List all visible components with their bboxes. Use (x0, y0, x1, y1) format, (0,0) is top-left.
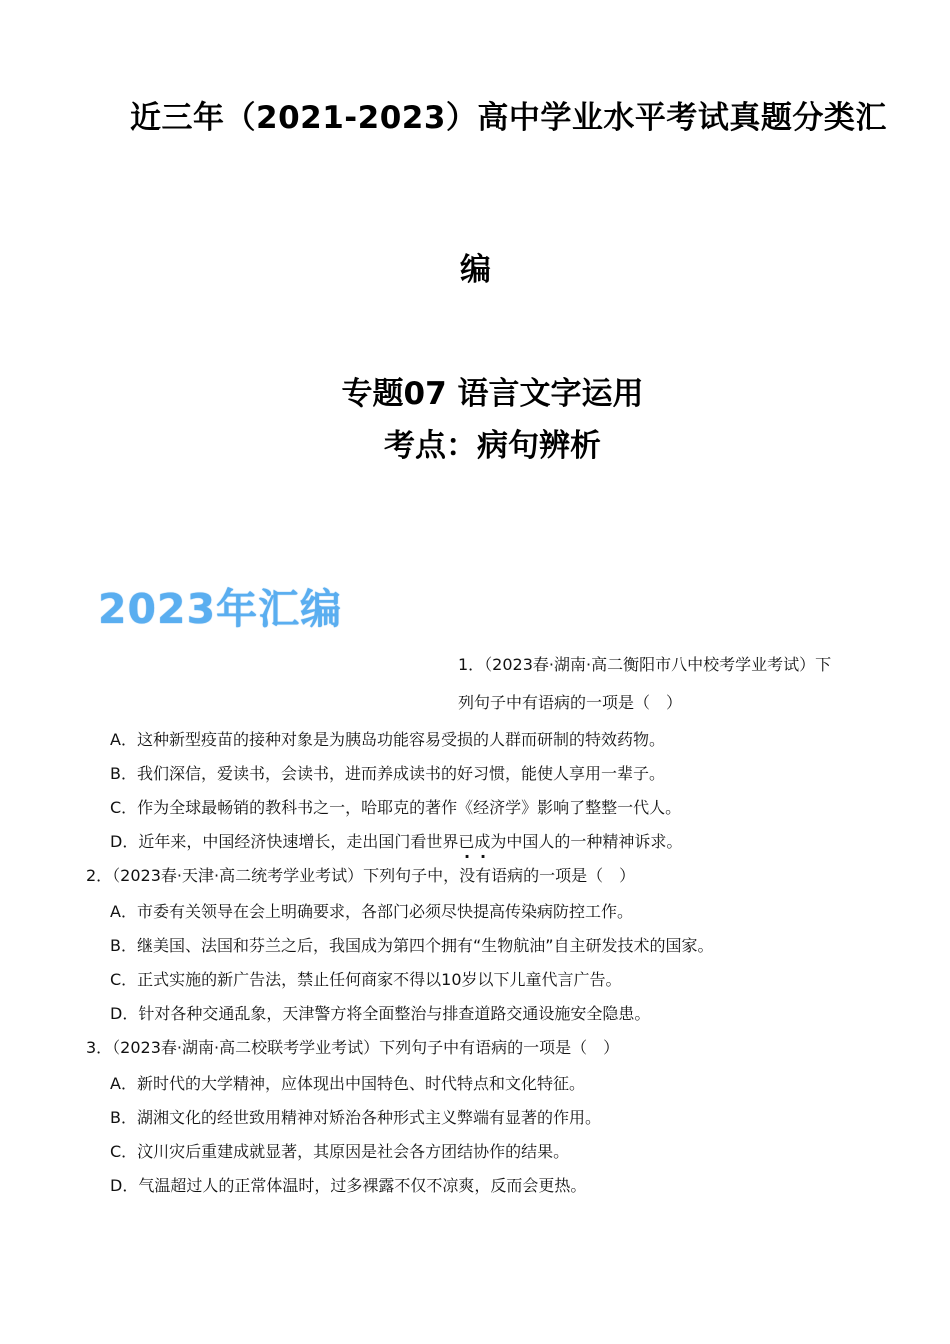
question-3-option-b: B．湖湘文化的经世致用精神对矫治各种形式主义弊端有显著的作用。 (110, 1108, 601, 1127)
question-1-stem-line2: 列句子中有语病的一项是（ ） (458, 693, 683, 712)
question-3-option-c: C．汶川灾后重建成就显著，其原因是社会各方团结协作的结果。 (110, 1142, 570, 1161)
question-1-option-d: D．近年来，中国经济快速增长，走出国门看世界已成为中国人的一种精神诉求。 (110, 832, 683, 851)
point-heading: 考点：病句辨析 (384, 428, 601, 464)
question-3-stem: 3．（2023春·湖南·高二校联考学业考试）下列句子中有语病的一项是（ ） (86, 1038, 620, 1057)
question-2-stem-before: 2．（2023春·天津·高二统考学业考试）下列句子中， (86, 866, 460, 885)
topic-heading: 专题07 语言文字运用 (341, 376, 644, 412)
question-2-option-b: B．继美国、法国和芬兰之后，我国成为第四个拥有“生物航油”自主研发技术的国家。 (110, 936, 714, 955)
emphasis-char-2: 有 (475, 866, 492, 885)
question-2-stem-after: 语病的一项是（ ） (491, 866, 636, 885)
emphasis-char-1: 没 (459, 866, 476, 885)
question-1-option-b: B．我们深信，爱读书，会读书，进而养成读书的好习惯，能使人享用一辈子。 (110, 764, 665, 783)
document-title-line1: 近三年（2021-2023）高中学业水平考试真题分类汇 (130, 100, 887, 136)
question-1-option-c: C．作为全球最畅销的教科书之一，哈耶克的著作《经济学》影响了整整一代人。 (110, 798, 682, 817)
question-2-option-a: A．市委有关领导在会上明确要求，各部门必须尽快提高传染病防控工作。 (110, 902, 633, 921)
question-1-option-a: A．这种新型疫苗的接种对象是为胰岛功能容易受损的人群而研制的特效药物。 (110, 730, 665, 749)
question-1-stem-line1: 1．（2023春·湖南·高二衡阳市八中校考学业考试）下 (458, 655, 832, 674)
document-title-line2: 编 (460, 252, 492, 288)
question-2-stem (86, 863, 635, 886)
question-3-option-a: A．新时代的大学精神，应体现出中国特色、时代特点和文化特征。 (110, 1074, 585, 1093)
question-3-option-d: D．气温超过人的正常体温时，过多裸露不仅不凉爽，反而会更热。 (110, 1176, 587, 1195)
question-2-option-c: C．正式实施的新广告法，禁止任何商家不得以10岁以下儿童代言广告。 (110, 970, 622, 989)
question-2-option-d: D．针对各种交通乱象，天津警方将全面整治与排查道路交通设施安全隐患。 (110, 1004, 651, 1023)
section-banner-2023: 2023年汇编 (98, 585, 343, 633)
